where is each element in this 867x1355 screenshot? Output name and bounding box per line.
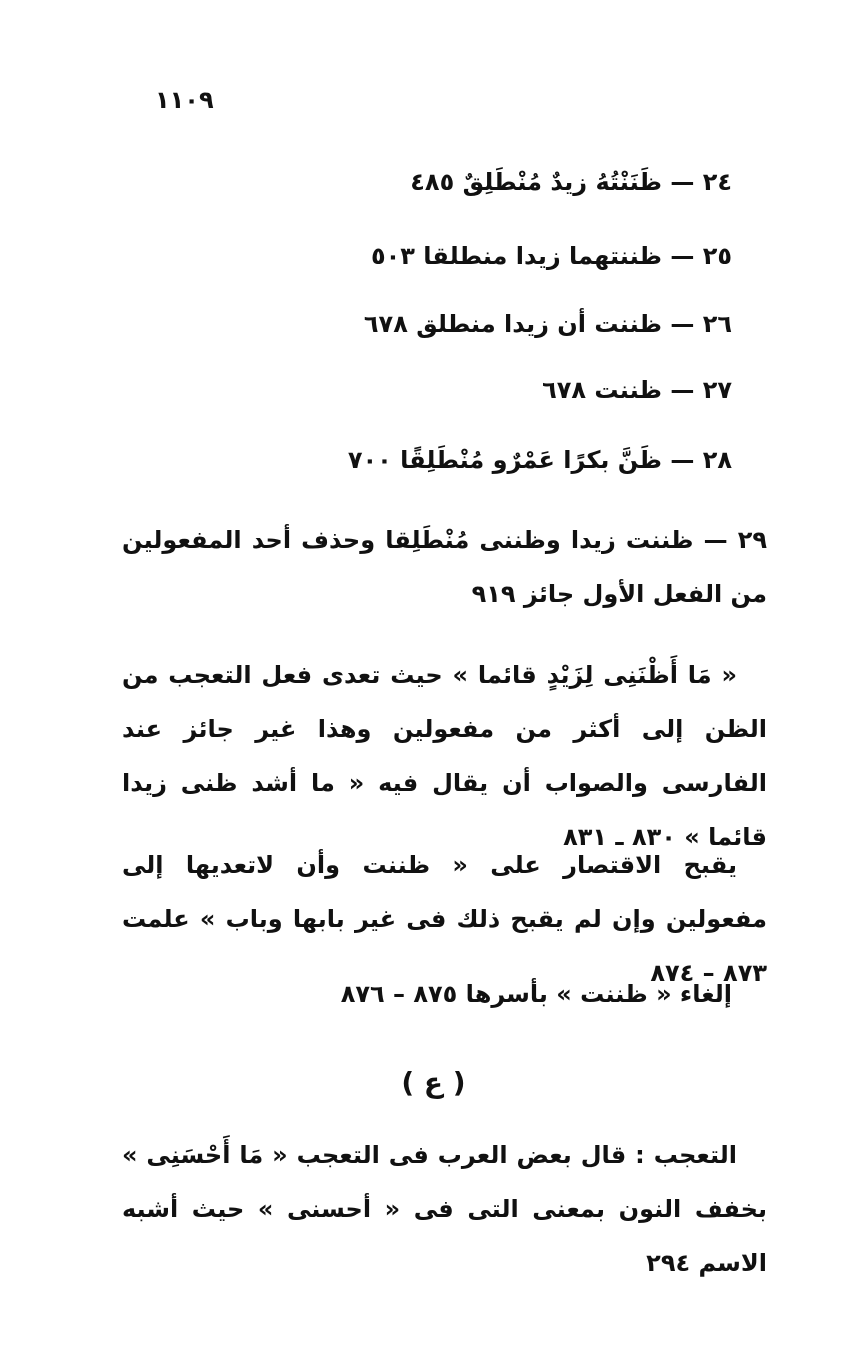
- index-entry-28: ٢٨ — ظَنَّ بكرًا عَمْرٌو مُنْطَلِقًا ٧٠٠: [347, 446, 732, 474]
- index-entry-27: ٢٧ — ظننت ٦٧٨: [542, 376, 732, 404]
- paragraph-iqtisar: يقبح الاقتصار على « ظننت وأن لاتعديها إلى مفعولين وإن لم يقبح ذلك فى غير بابها وباب » علمت ٨٧٣ – ٨٧٤: [122, 851, 767, 987]
- index-entry-26: ٢٦ — ظننت أن زيدا منطلق ٦٧٨: [363, 310, 732, 338]
- paragraph-ilgha: إلغاء « ظننت » بأسرها ٨٧٥ – ٨٧٦: [340, 980, 732, 1008]
- paragraph-taajjub: التعجب : قال بعض العرب فى التعجب « مَا أَحْسَنِى » بخفف النون بمعنى التى فى « أحسنى » حيث أشبه الاسم ٢٩٤: [122, 1141, 767, 1277]
- index-entry-24: ٢٤ — ظَنَنْتُهُ زيدٌ مُنْطَلِقٌ ٤٨٥: [410, 168, 732, 196]
- paragraph-ma-azanani: « مَا أَظْنَنِى لِزَيْدٍ قائما » حيث تعدى فعل التعجب من الظن إلى أكثر من مفعولين وهذا غير جائز عند الفارسى والصواب أن يقال فيه « ما أشد ظنى زيدا قائما » ٨٣٠ ـ ٨٣١: [122, 661, 767, 851]
- index-entry-25: ٢٥ — ظننتهما زيدا منطلقا ٥٠٣: [370, 242, 732, 270]
- page-number: ١١٠٩: [155, 86, 214, 114]
- index-entry-29: ٢٩ — ظننت زيدا وظننى مُنْطَلِقا وحذف أحد المفعولين من الفعل الأول جائز ٩١٩: [122, 526, 767, 608]
- section-heading: ( ع ): [401, 1066, 466, 1099]
